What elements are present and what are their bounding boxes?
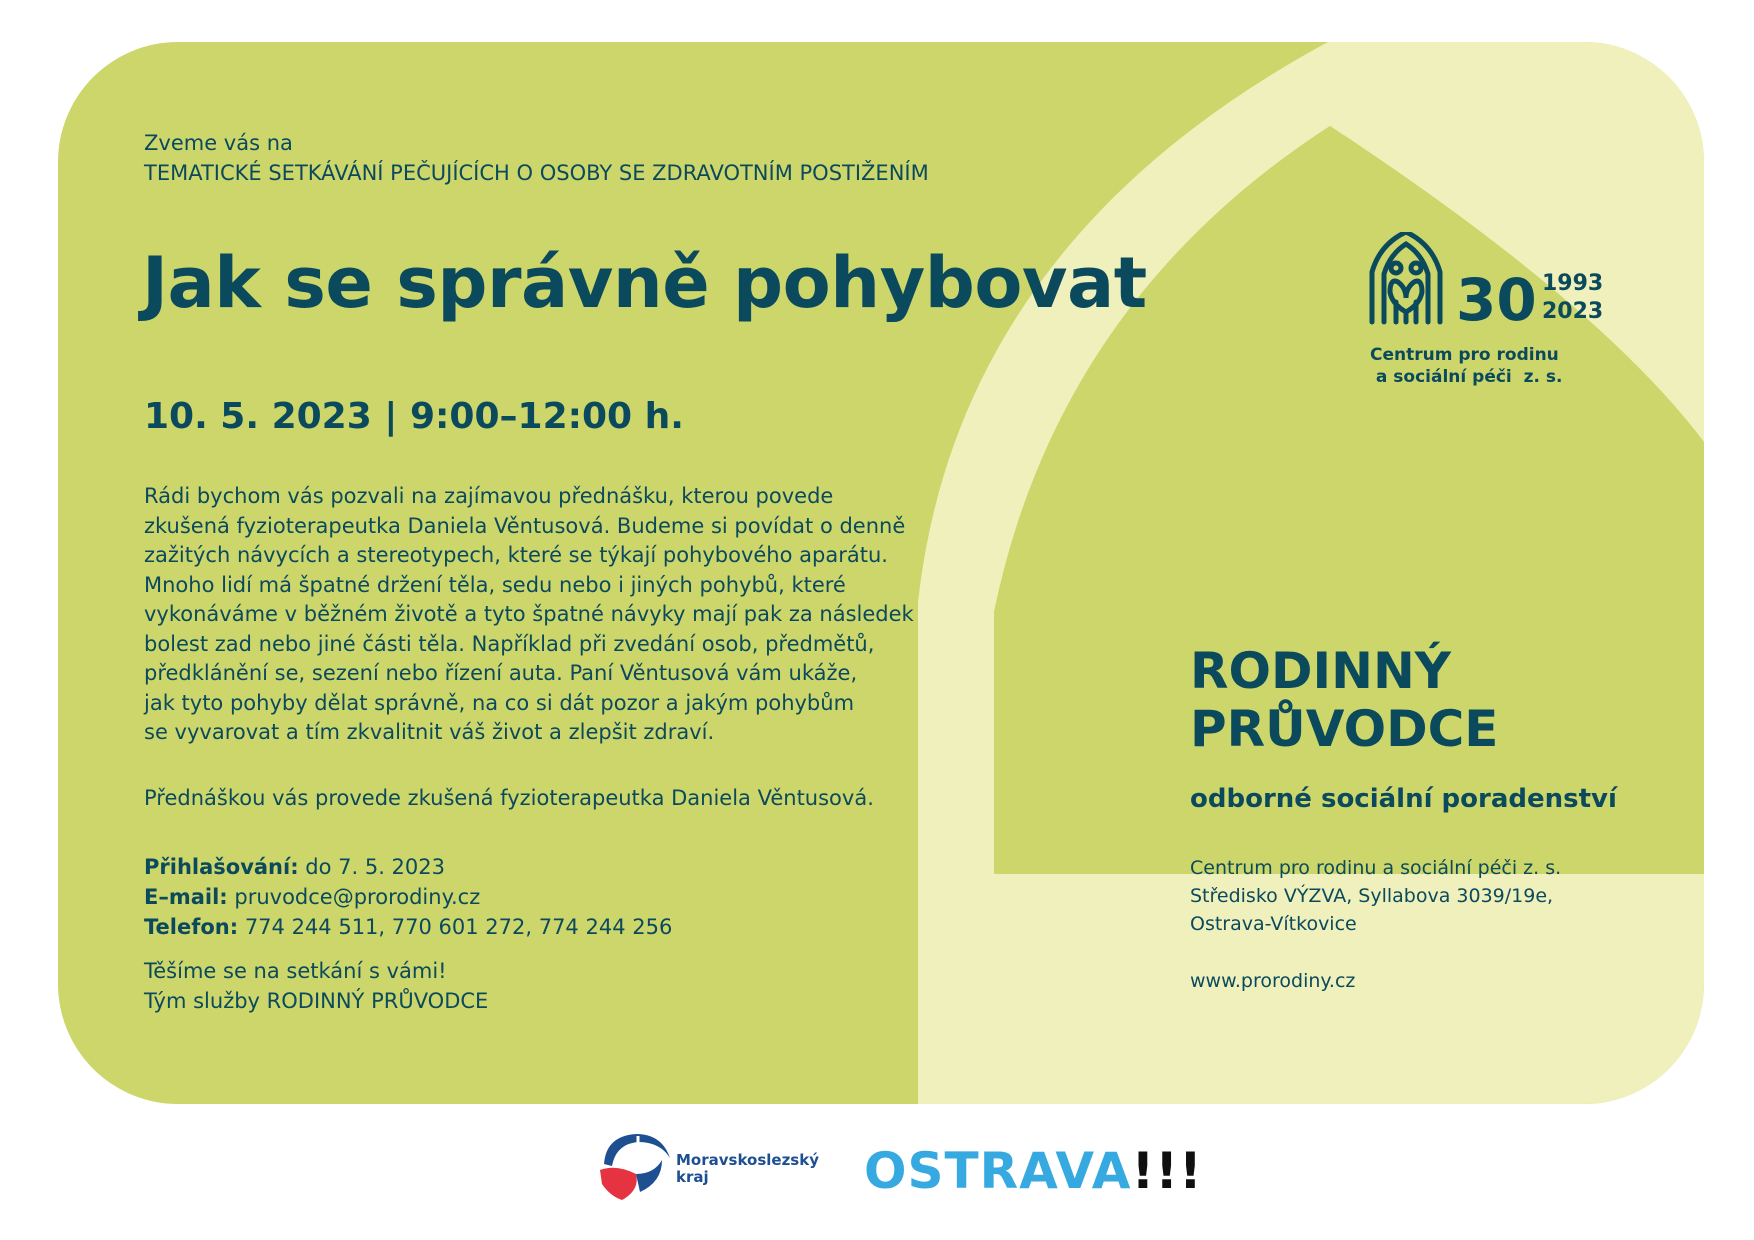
org-logo-name-line1: Centrum pro rodinu (1370, 345, 1559, 365)
invitation-card (58, 42, 1704, 1104)
registration-label: Přihlašování: (144, 855, 299, 879)
address-line: Centrum pro rodinu a sociální péči z. s. (1190, 857, 1562, 879)
registration-value: do 7. 5. 2023 (298, 855, 446, 879)
anniversary-year-end: 2023 (1542, 299, 1604, 324)
family-arch-icon (1372, 232, 1440, 322)
msk-logo-line1: Moravskoslezský (676, 1151, 819, 1169)
anniversary-year-start: 1993 (1542, 271, 1604, 296)
msk-swoosh-red (600, 1168, 637, 1200)
email-label: E–mail: (144, 885, 228, 909)
closing-line1: Těšíme se na setkání s vámi! (144, 959, 447, 983)
email-row (144, 882, 672, 912)
description-line: Mnoho lidí má špatné držení těla, sedu nebo i jiných pohybů, které (144, 572, 846, 597)
event-description (144, 482, 914, 748)
contact-info (144, 852, 672, 942)
description-line: vykonáváme v běžném životě a tyto špatné návyky mají pak za následek (144, 602, 914, 626)
lecturer-note: Přednáškou vás provede zkušená fyzioterapeutka Daniela Věntusová. (144, 786, 874, 810)
invitation-intro-line1: Zveme vás na (144, 131, 293, 155)
email-link[interactable]: pruvodce@prorodiny.cz (227, 885, 481, 909)
service-title-line2: PRŮVODCE (1190, 700, 1499, 758)
description-line: jak tyto pohyby dělat správně, na co si dát pozor a jakým pohybům (144, 690, 855, 715)
service-title-line1: RODINNÝ (1190, 642, 1452, 700)
phone-value: 774 244 511, 770 601 272, 774 244 256 (238, 915, 673, 939)
service-address (1190, 854, 1561, 938)
phone-label: Telefon: (144, 915, 239, 939)
closing-note (144, 956, 488, 1016)
description-line: se vyvarovat a tím zkvalitnit váš život a zlepšit zdraví. (144, 720, 715, 744)
invitation-intro (144, 128, 929, 188)
ostrava-logo (864, 1142, 1203, 1200)
msk-swoosh-tail (636, 1160, 662, 1192)
description-line: zažitých návycích a stereotypech, které se týkají pohybového aparátu. (144, 543, 888, 567)
event-datetime: 10. 5. 2023 | 9:00–12:00 h. (144, 396, 684, 437)
ostrava-logo-word: OSTRAVA (864, 1142, 1132, 1200)
description-line: předklánění se, sezení nebo řízení auta. Paní Věntusová vám ukáže, (144, 661, 858, 685)
description-line: Rádi bychom vás pozvali na zajímavou přednášku, kterou povede (144, 484, 834, 508)
service-title (1190, 642, 1498, 758)
service-subtitle: odborné sociální poradenství (1190, 784, 1617, 814)
address-line: Ostrava-Vítkovice (1190, 913, 1357, 935)
org-logo-name (1370, 344, 1562, 388)
event-title: Jak se správně pohybovat (142, 242, 1147, 324)
invitation-intro-line2: TEMATICKÉ SETKÁVÁNÍ PEČUJÍCÍCH O OSOBY SE ZDRAVOTNÍM POSTIŽENÍM (144, 161, 929, 185)
address-line: Středisko VÝZVA, Syllabova 3039/19e, (1190, 885, 1554, 907)
registration-row (144, 852, 672, 882)
org-logo-name-line2: a sociální péči z. s. (1370, 367, 1563, 387)
description-line: bolest zad nebo jiné části těla. Například při zvedání osob, předmětů, (144, 631, 875, 656)
ostrava-logo-exclamations: !!! (1131, 1142, 1203, 1200)
description-line: zkušená fyzioterapeutka Daniela Věntusová. Budeme si povídat o denně (144, 513, 906, 538)
msk-logo-text (676, 1152, 819, 1186)
msk-logo-line2: kraj (676, 1168, 709, 1186)
phone-row (144, 912, 672, 942)
website-link[interactable]: www.prorodiny.cz (1190, 970, 1356, 992)
anniversary-number: 30 (1456, 266, 1537, 334)
closing-line2: Tým služby RODINNÝ PRŮVODCE (144, 989, 489, 1013)
